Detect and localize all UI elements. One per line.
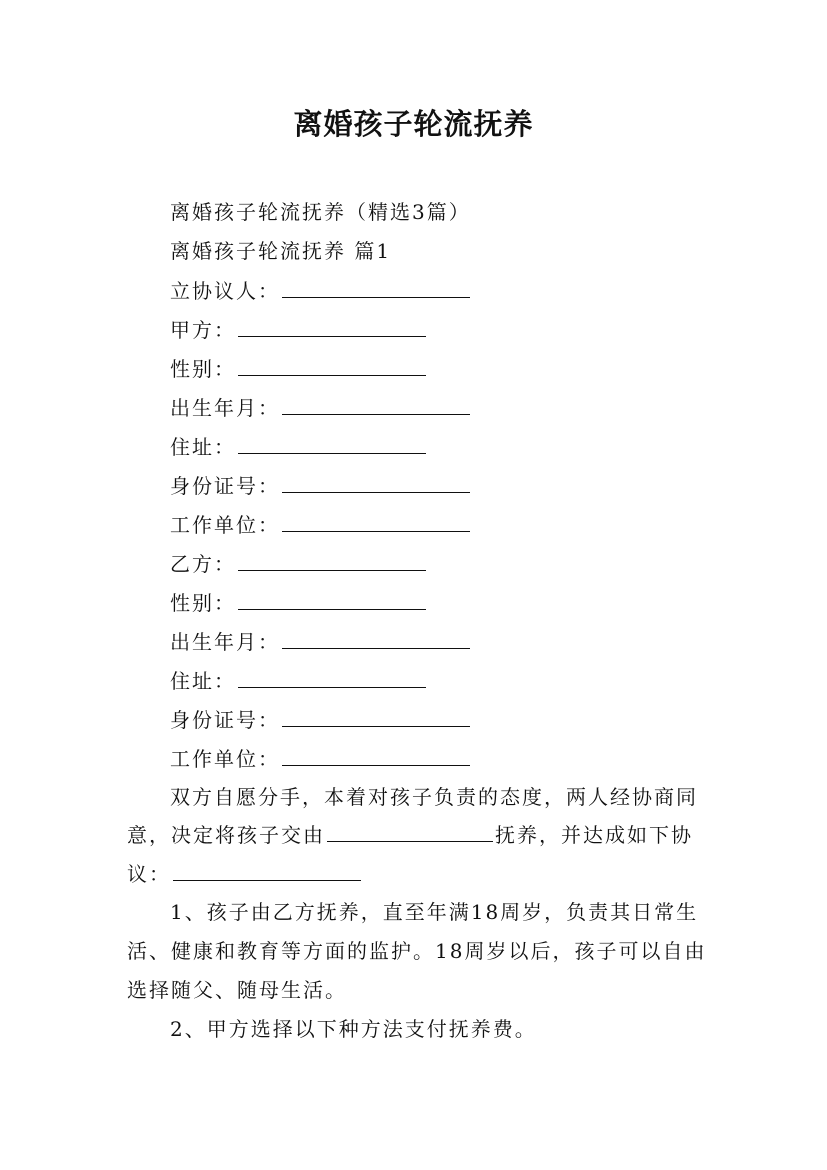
form-row-a-id [170,473,470,498]
fill-in-blank [238,590,426,610]
form-row-b-birth [170,629,470,654]
paragraph-line: 1、孩子由乙方抚养，直至年满18周岁，负责其日常生 [170,900,699,924]
fill-in-blank [282,278,470,298]
paragraph-text: 议： [127,862,171,886]
paragraph-text: 抚养，并达成如下协 [495,823,693,847]
fill-in-blank [173,861,361,881]
form-row-party-b [170,551,426,576]
field-label: 身份证号： [170,708,280,732]
field-label: 甲方： [170,318,236,342]
field-label: 立协议人： [170,279,280,303]
field-label: 性别： [170,591,236,615]
section-heading: 离婚孩子轮流抚养 篇1 [170,239,392,263]
field-label: 乙方： [170,552,236,576]
fill-in-blank [282,473,470,493]
form-row-b-gender [170,590,426,615]
fill-in-blank [238,668,426,688]
fill-in-blank [238,434,426,454]
form-row-b-id [170,707,470,732]
form-row-b-work [170,746,470,771]
field-label: 工作单位： [170,513,280,537]
document-subtitle: 离婚孩子轮流抚养（精选3篇） [170,200,471,224]
field-label: 住址： [170,669,236,693]
fill-in-blank [282,395,470,415]
paragraph-text: 意，决定将孩子交由 [127,823,325,847]
document-title: 离婚孩子轮流抚养 [293,107,534,141]
form-row-party-a [170,317,426,342]
fill-in-blank [327,822,493,842]
fill-in-blank [282,707,470,727]
form-row-a-address [170,434,426,459]
fill-in-blank [238,317,426,337]
paragraph-line: 选择随父、随母生活。 [127,978,347,1002]
fill-in-blank [282,512,470,532]
form-row-a-work [170,512,470,537]
form-row-a-gender [170,356,426,381]
field-label: 性别： [170,357,236,381]
fill-in-blank [282,629,470,649]
form-row-b-address [170,668,426,693]
field-label: 住址： [170,435,236,459]
fill-in-blank [238,356,426,376]
form-row-a-birth [170,395,470,420]
paragraph-line: 活、健康和教育等方面的监护。18周岁以后，孩子可以自由 [127,939,707,963]
field-label: 工作单位： [170,747,280,771]
paragraph-line [127,822,693,847]
paragraph-line [127,861,361,886]
field-label: 身份证号： [170,474,280,498]
form-row-party-intro [170,278,470,303]
field-label: 出生年月： [170,630,280,654]
paragraph-line: 2、甲方选择以下种方法支付抚养费。 [170,1017,537,1041]
fill-in-blank [238,551,426,571]
fill-in-blank [282,746,470,766]
field-label: 出生年月： [170,396,280,420]
paragraph-line: 双方自愿分手，本着对孩子负责的态度，两人经协商同 [170,785,698,809]
